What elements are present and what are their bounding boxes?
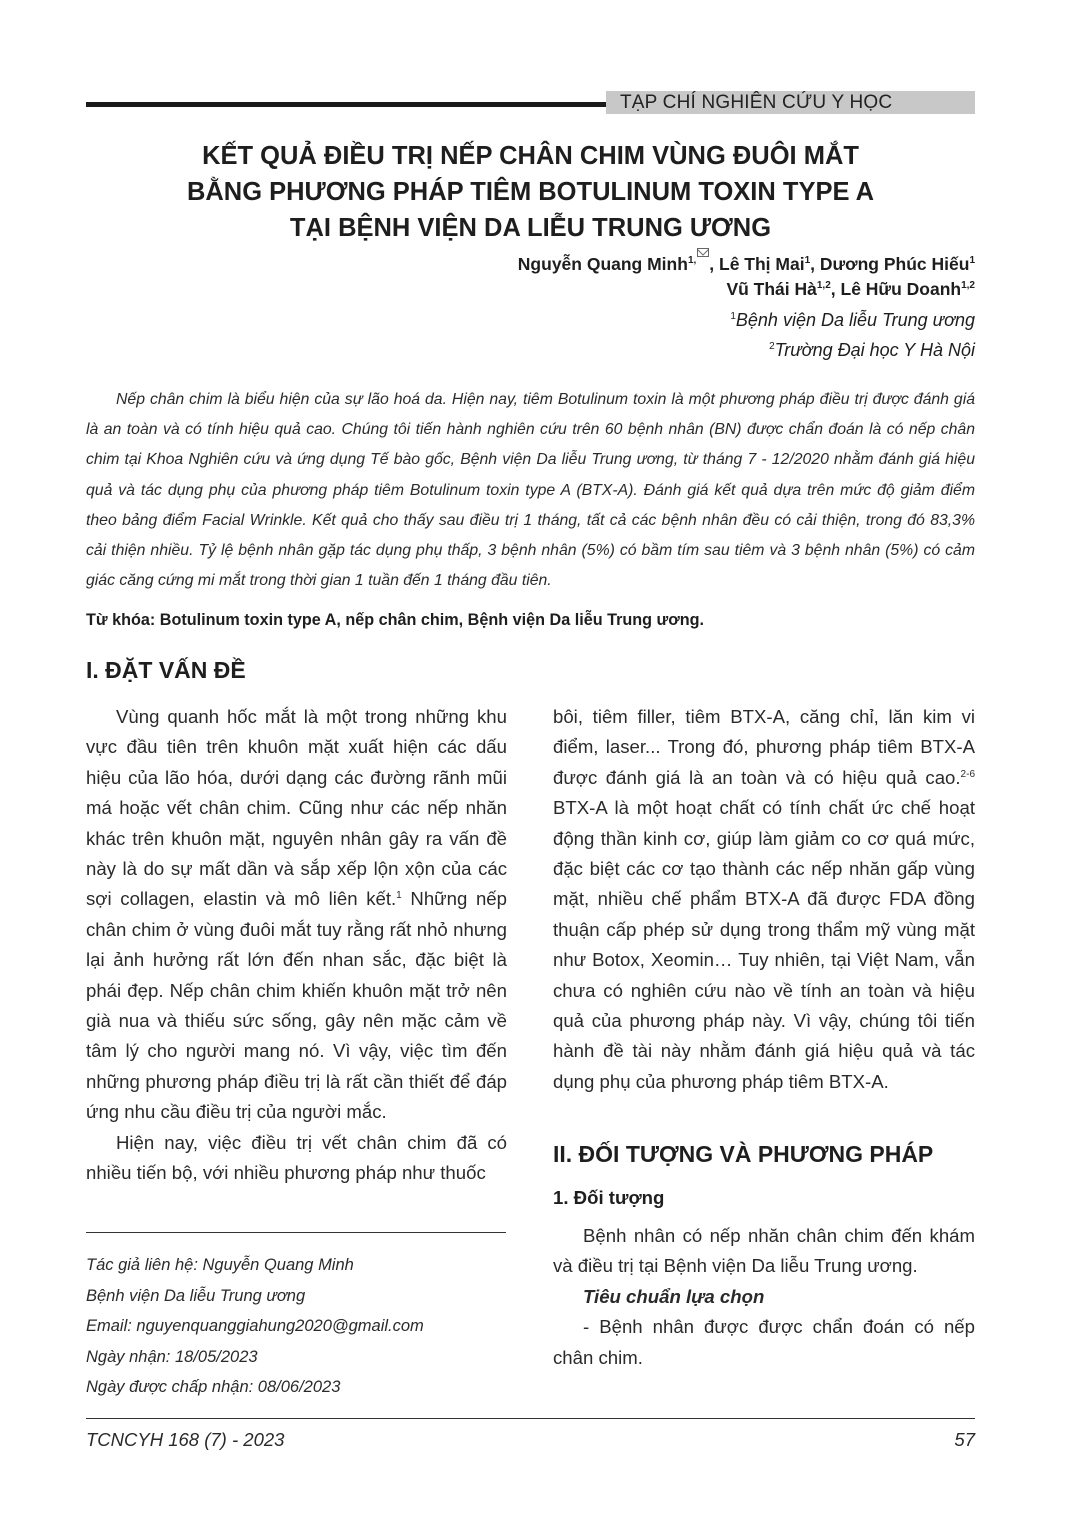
page-number: 57 — [954, 1429, 975, 1450]
title-line-2: BẰNG PHƯƠNG PHÁP TIÊM BOTULINUM TOXIN TYPE A — [186, 178, 875, 206]
contact-divider — [86, 1232, 506, 1233]
authors-line-2 — [726, 279, 975, 300]
contact-email: Email: nguyenquanggiahung2020@gmail.com — [86, 1317, 424, 1336]
criteria-heading: Tiêu chuẩn lựa chọn — [583, 1285, 765, 1307]
affiliation-text: Trường Đại học Y Hà Nội — [774, 340, 975, 360]
author-affil-sup: 1,2 — [816, 280, 831, 292]
subsection-heading-subjects: 1. Đối tượng — [553, 1187, 665, 1208]
keywords: Từ khóa: Botulinum toxin type A, nếp chân chim, Bệnh viện Da liễu Trung ương. — [86, 611, 705, 629]
paragraph: Bệnh nhân có nếp nhăn chân chim đến khám và điều trị tại Bệnh viện Da liễu Trung ương. — [553, 1225, 975, 1277]
contact-info — [86, 1250, 506, 1403]
title-line-1: KẾT QUẢ ĐIỀU TRỊ NẾP CHÂN CHIM VÙNG ĐUÔI MẮT — [202, 142, 859, 170]
author-name: , Dương Phúc Hiếu — [810, 253, 970, 274]
right-column — [553, 702, 975, 1097]
authors-line-1 — [518, 248, 975, 275]
criteria-item: - Bệnh nhân được được chẩn đoán có nếp chân chim. — [553, 1316, 975, 1368]
paragraph: Hiện nay, việc điều trị vết chân chim đã có nhiều tiến bộ, với nhiều phương pháp như thuốc — [86, 1131, 507, 1184]
author-name: , Lê Thị Mai — [709, 253, 805, 274]
affiliation-text: Bệnh viện Da liễu Trung ương — [735, 310, 975, 330]
affiliation-2 — [769, 340, 975, 361]
section-heading-introduction: I. ĐẶT VẤN ĐỀ — [86, 657, 246, 683]
footer-rule — [86, 1418, 975, 1419]
section-heading-methods: II. ĐỐI TƯỢNG VÀ PHƯƠNG PHÁP — [553, 1141, 934, 1167]
affiliation-sup: 1 — [730, 311, 736, 322]
date-received: Ngày nhận: 18/05/2023 — [86, 1347, 258, 1366]
abstract: Nếp chân chim là biểu hiện của sự lão hoá da. Hiện nay, tiêm Botulinum toxin là một phương pháp điều trị được đánh giá là an toàn và có tính hiệu quả cao. Chúng tôi tiến hành nghiên cứu trên 60 bệnh nhân (BN) được chẩn đoán là có nếp chân chim tại Khoa Nghiên cứu và ứng dụng Tế bào gốc, Bệnh viện Da liễu Trung ương, từ tháng 7 - 12/2020 nhằm đánh giá hiệu quả và tác dụng phụ của phương pháp tiêm Botulinum toxin type A (BTX-A). Đánh giá kết quả dựa trên mức độ giảm điểm theo bảng điểm Facial Wrinkle. Kết quả cho thấy sau điều trị 1 tháng, tất cả các bệnh nhân đều có cải thiện, trong đó 83,3% cải thiện nhiều. Tỷ lệ bệnh nhân gặp tác dụng phụ thấp, 3 bệnh nhân (5%) có bầm tím sau tiêm và 3 bệnh nhân (5%) có cảm giác căng cứng mi mắt trong thời gian 1 tuần đến 1 tháng đầu tiên. — [86, 391, 975, 590]
author-affil-sup: 1 — [969, 255, 975, 266]
article-title — [86, 138, 975, 246]
journal-name: TẠP CHÍ NGHIÊN CỨU Y HỌC — [606, 91, 975, 114]
title-line-3: TẠI BỆNH VIỆN DA LIỄU TRUNG ƯƠNG — [289, 214, 772, 242]
citation-sup: 1 — [396, 890, 402, 902]
envelope-icon — [697, 248, 709, 257]
author-name: Nguyễn Quang Minh — [517, 253, 688, 274]
left-column — [86, 702, 507, 1189]
citation-sup: 2-6 — [960, 768, 975, 780]
date-accepted: Ngày được chấp nhận: 08/06/2023 — [86, 1378, 341, 1397]
affiliation-sup: 2 — [769, 341, 775, 352]
contact-author: Tác giả liên hệ: Nguyễn Quang Minh — [86, 1256, 354, 1274]
footer-citation: TCNCYH 168 (7) - 2023 — [86, 1429, 285, 1450]
subjects-content — [553, 1221, 975, 1373]
author-affil-sup: 1 — [804, 255, 811, 266]
author-affil-sup: 1, — [688, 255, 709, 266]
author-affil-sup: 1,2 — [961, 280, 975, 292]
contact-institution: Bệnh viện Da liễu Trung ương — [86, 1286, 306, 1305]
author-name: Vũ Thái Hà — [726, 279, 817, 299]
header-rule — [86, 102, 606, 107]
affiliation-1 — [730, 310, 975, 331]
author-name: , Lê Hữu Doanh — [830, 279, 962, 299]
paragraph: bôi, tiêm filler, tiêm BTX-A, căng chỉ, lăn kim vi điểm, laser... Trong đó, phương pháp tiêm BTX-A được đánh giá là an toàn và có hiệu quả cao.$^{2-6}$ BTX-A là một hoạt chất có tính chất ức chế hoạt động thần kinh cơ, giúp làm giảm co cơ quá mức, đặc biệt các cơ tạo thành các nếp nhăn gấp vùng mặt, nhiều chế phẩm BTX-A đã được FDA đồng thuận cấp phép sử dụng trong thẩm mỹ vùng mặt như Botox, Xeomin… Tuy nhiên, tại Việt Nam, vẫn chưa có nghiên cứu nào về tính an toàn và hiệu quả của phương pháp này. Vì vậy, chúng tôi tiến hành đề tài này nhằm đánh giá hiệu quả và tác dụng phụ của phương pháp tiêm BTX-A. — [553, 706, 975, 1092]
paragraph: Vùng quanh hốc mắt là một trong những khu vực đầu tiên trên khuôn mặt xuất hiện các dấu hiệu của lão hóa, dưới dạng các đường rãnh mũi má hoặc vết chân chim. Cũng như các nếp nhăn khác trên khuôn mặt, nguyên nhân gây ra vấn đề này là do sự mất dần và sắp xếp lộn xộn của các sợi collagen, elastin và mô liên kết.$^1$ Những nếp chân chim ở vùng đuôi mắt tuy rằng rất nhỏ nhưng lại ảnh hưởng rất lớn đến nhan sắc, đặc biệt là phái đẹp. Nếp chân chim khiến khuôn mặt trở nên già nua và thiếu sức sống, gây nên mặc cảm về tâm lý cho người mang nó. Vì vậy, việc tìm đến những phương pháp điều trị là rất cần thiết để đáp ứng nhu cầu điều trị của người mắc. — [86, 706, 507, 1123]
